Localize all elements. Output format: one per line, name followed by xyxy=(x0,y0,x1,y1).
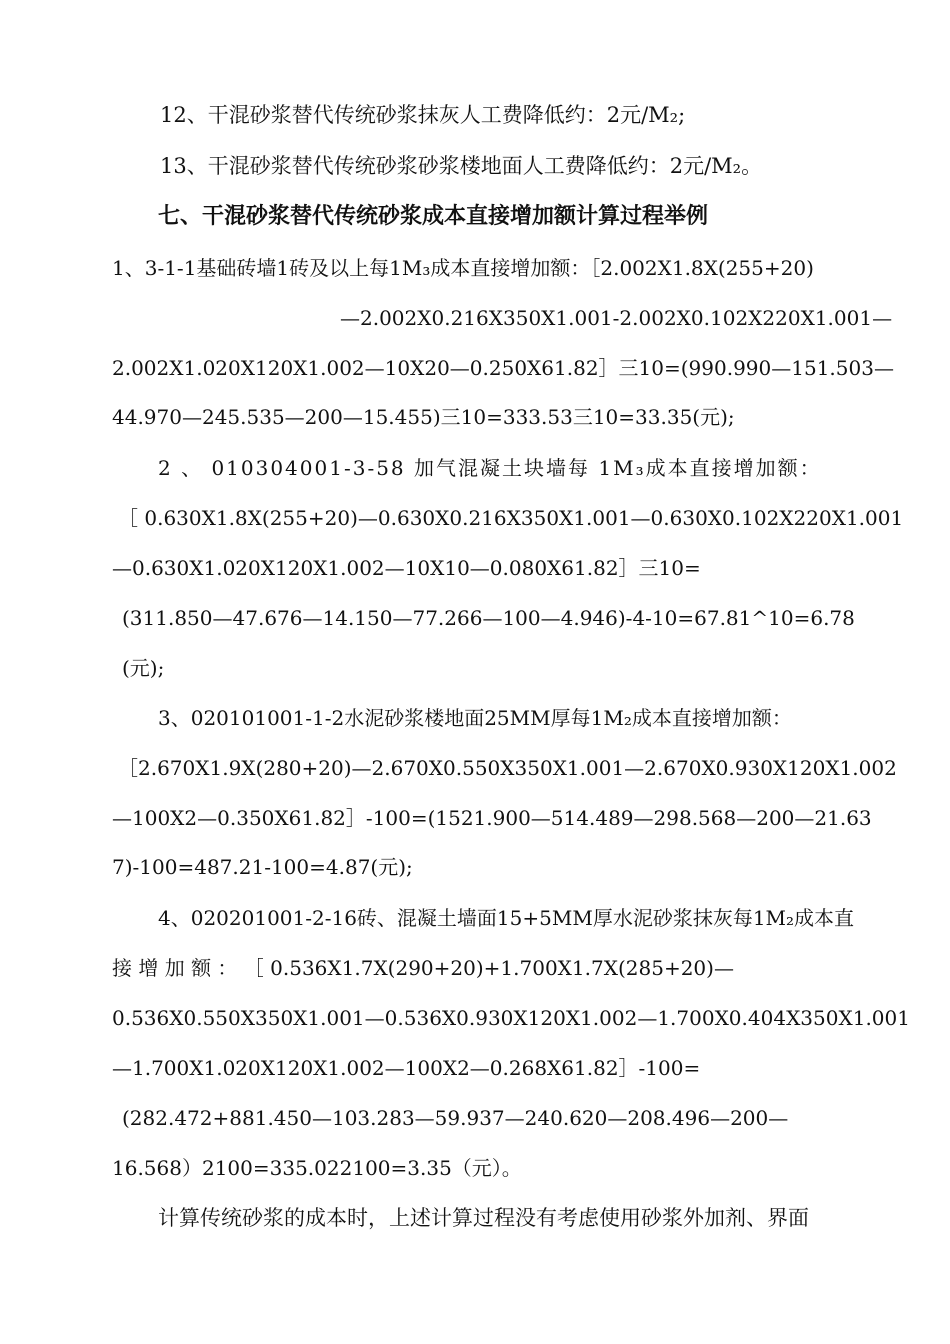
line-text: (282.472+881.450—103.283—59.937—240.620—208.496—200— xyxy=(122,1106,789,1130)
example-1-line-1 xyxy=(112,251,872,285)
line-text: (311.850—47.676—14.150—77.266—100—4.946)-4-10=67.81^10=6.78 xyxy=(122,606,855,630)
example-4-line-3 xyxy=(112,1001,910,1035)
line-text: 13、干混砂浆替代传统砂浆砂浆楼地面人工费降低约：2元/M₂。 xyxy=(160,154,763,178)
line-text: —0.630X1.020X120X1.002—10X10—0.080X61.82］三10= xyxy=(112,556,701,580)
example-2-line-4 xyxy=(122,601,882,635)
line-text: 1、3-1-1基础砖墙1砖及以上每1M₃成本直接增加额：［2.002X1.8X(255+20) xyxy=(112,256,814,280)
closing-paragraph-line xyxy=(158,1201,878,1235)
line-text: 44.970—245.535—200—15.455)三10=333.53三10=33.35(元); xyxy=(112,405,735,429)
example-1-line-4 xyxy=(112,400,872,434)
example-3-line-4 xyxy=(112,850,872,884)
example-2-line-3 xyxy=(112,551,872,585)
heading-text: 七、干混砂浆替代传统砂浆成本直接增加额计算过程举例 xyxy=(158,204,709,229)
example-2-line-5 xyxy=(122,651,322,685)
line-text: 16.568）2100=335.022100=3.35（元）。 xyxy=(112,1156,522,1180)
line-text: 2.002X1.020X120X1.002—10X20—0.250X61.82］三10=(990.990—151.503— xyxy=(112,356,894,380)
line-text: (元); xyxy=(122,656,165,680)
example-4-line-2 xyxy=(112,951,872,985)
line-text: 计算传统砂浆的成本时，上述计算过程没有考虑使用砂浆外加剂、界面 xyxy=(158,1206,809,1230)
example-4-line-6 xyxy=(112,1151,872,1185)
line-text: 12、干混砂浆替代传统砂浆抹灰人工费降低约：2元/M₂; xyxy=(160,103,686,127)
line-text: ［ 0.630X1.8X(255+20)—0.630X0.216X350X1.001—0.630X0.102X220X1.001 xyxy=(118,506,904,530)
example-3-line-1 xyxy=(158,701,878,735)
line-text: 3、020101001-1-2水泥砂浆楼地面25MM厚每1M₂成本直接增加额： xyxy=(158,706,792,730)
example-1-line-2 xyxy=(340,301,893,335)
line-text: —2.002X0.216X350X1.001-2.002X0.102X220X1.001— xyxy=(340,306,893,330)
example-3-line-2 xyxy=(118,751,897,785)
line-text: 2 、 010304001-3-58 加气混凝土块墙每 1M₃成本直接增加额： xyxy=(158,456,822,480)
example-4-line-5 xyxy=(122,1101,882,1135)
line-text: 接 增 加 额 ： ［ 0.536X1.7X(290+20)+1.700X1.7X(285+20)— xyxy=(112,956,734,980)
example-1-line-3 xyxy=(112,351,894,385)
example-2-line-2 xyxy=(118,501,904,535)
line-text: —100X2—0.350X61.82］-100=(1521.900—514.489—298.568—200—21.63 xyxy=(112,806,872,830)
line-text: 4、020201001-2-16砖、混凝土墙面15+5MM厚水泥砂浆抹灰每1M₂成本直 xyxy=(158,906,855,930)
example-2-line-1 xyxy=(158,451,878,485)
example-4-line-1 xyxy=(158,901,878,935)
line-text: —1.700X1.020X120X1.002—100X2—0.268X61.82］-100= xyxy=(112,1056,701,1080)
section-heading xyxy=(158,200,898,234)
example-4-line-4 xyxy=(112,1051,872,1085)
paragraph-line-13 xyxy=(160,149,900,183)
example-3-line-3 xyxy=(112,801,872,835)
line-text: 0.536X0.550X350X1.001—0.536X0.930X120X1.002—1.700X0.404X350X1.001 xyxy=(112,1006,910,1030)
line-text: 7)-100=487.21-100=4.87(元); xyxy=(112,855,413,879)
line-text: ［2.670X1.9X(280+20)—2.670X0.550X350X1.001—2.670X0.930X120X1.002 xyxy=(118,756,897,780)
paragraph-line-12 xyxy=(160,98,900,132)
